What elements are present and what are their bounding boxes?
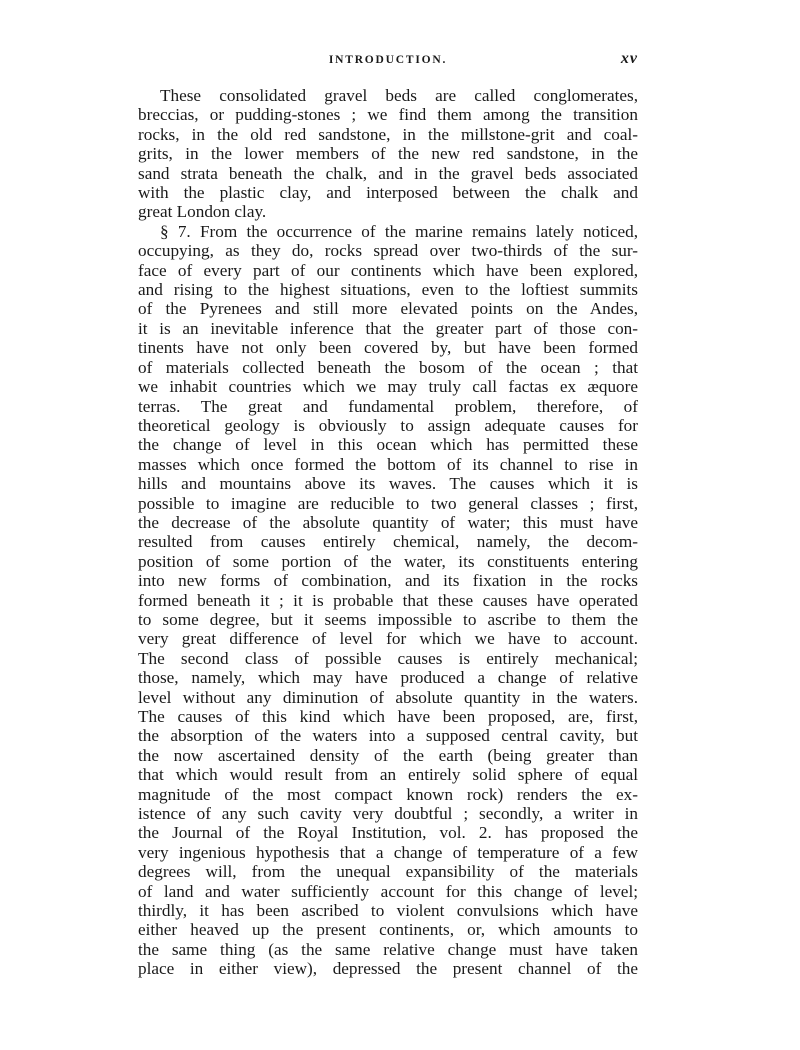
text-line: the Journal of the Royal Institution, vol. 2. has proposed the xyxy=(138,823,638,843)
running-title: INTRODUCTION. xyxy=(328,54,448,66)
text-line: face of every part of our continents which have been explored, xyxy=(138,260,638,280)
text-line: magnitude of the most compact known rock) renders the ex- xyxy=(138,784,638,804)
text-line: hills and mountains above its waves. The causes which it is xyxy=(138,474,638,494)
text-line: formed beneath it ; it is probable that these causes have operated xyxy=(138,590,638,610)
page-header xyxy=(138,50,638,74)
text-line: the change of level in this ocean which has permitted these xyxy=(138,435,638,455)
text-line: of land and water sufficiently account for this change of level; xyxy=(138,881,638,901)
text-line: possible to imagine are reducible to two general classes ; first, xyxy=(138,493,638,513)
text-line: of the Pyrenees and still more elevated points on the Andes, xyxy=(138,299,638,319)
text-line: masses which once formed the bottom of its channel to rise in xyxy=(138,454,638,474)
text-line: grits, in the lower members of the new red sandstone, in the xyxy=(138,144,638,164)
text-line: tinents have not only been covered by, but have been formed xyxy=(138,338,638,358)
text-line: rocks, in the old red sandstone, in the millstone-grit and coal- xyxy=(138,124,638,144)
text-line: the now ascertained density of the earth (being greater than xyxy=(138,745,638,765)
text-line: the decrease of the absolute quantity of water; this must have xyxy=(138,512,638,532)
text-line: and rising to the highest situations, even to the loftiest summits xyxy=(138,280,638,300)
text-line: it is an inevitable inference that the greater part of those con- xyxy=(138,318,638,338)
page-number: xv xyxy=(620,50,638,67)
text-line: sand strata beneath the chalk, and in the gravel beds associated xyxy=(138,163,638,183)
text-line: those, namely, which may have produced a change of relative xyxy=(138,668,638,688)
text-line: that which would result from an entirely solid sphere of equal xyxy=(138,765,638,785)
text-line: to some degree, but it seems impossible to ascribe to them the xyxy=(138,609,638,629)
text-line: These consolidated gravel beds are called conglomerates, xyxy=(160,86,638,105)
text-line: with the plastic clay, and interposed between the chalk and xyxy=(138,183,638,203)
text-line: we inhabit countries which we may truly call factas ex æquore xyxy=(138,377,638,397)
text-line: occupying, as they do, rocks spread over two-thirds of the sur- xyxy=(138,241,638,261)
text-line: great London clay. xyxy=(138,202,267,222)
text-line: into new forms of combination, and its fixation in the rocks xyxy=(138,571,638,591)
text-line: the absorption of the waters into a supposed central cavity, but xyxy=(138,726,638,746)
body-text xyxy=(138,86,638,979)
text-line: place in either view), depressed the present channel of the xyxy=(138,959,638,979)
text-line: degrees will, from the unequal expansibility of the materials xyxy=(138,862,638,882)
text-line: position of some portion of the water, its constituents entering xyxy=(138,551,638,571)
text-line: level without any diminution of absolute quantity in the waters. xyxy=(138,687,638,707)
text-line: breccias, or pudding-stones ; we find them among the transition xyxy=(138,105,638,125)
text-line: The second class of possible causes is entirely mechanical; xyxy=(138,648,638,668)
text-line: very ingenious hypothesis that a change of temperature of a few xyxy=(138,842,638,862)
text-line: theoretical geology is obviously to assign adequate causes for xyxy=(138,415,638,435)
text-line: either heaved up the present continents, or, which amounts to xyxy=(138,920,638,940)
text-line: § 7. From the occurrence of the marine remains lately noticed, xyxy=(160,221,638,241)
text-line: The causes of this kind which have been proposed, are, first, xyxy=(138,707,638,726)
text-line: resulted from causes entirely chemical, namely, the decom- xyxy=(138,532,638,552)
text-line: istence of any such cavity very doubtful ; secondly, a writer in xyxy=(138,804,638,824)
text-line: thirdly, it has been ascribed to violent convulsions which have xyxy=(138,901,638,921)
text-line: terras. The great and fundamental problem, therefore, of xyxy=(138,396,638,416)
text-line: of materials collected beneath the bosom of the ocean ; that xyxy=(138,357,638,377)
text-line: the same thing (as the same relative change must have taken xyxy=(138,939,638,959)
text-line: very great difference of level for which we have to account. xyxy=(138,629,638,649)
